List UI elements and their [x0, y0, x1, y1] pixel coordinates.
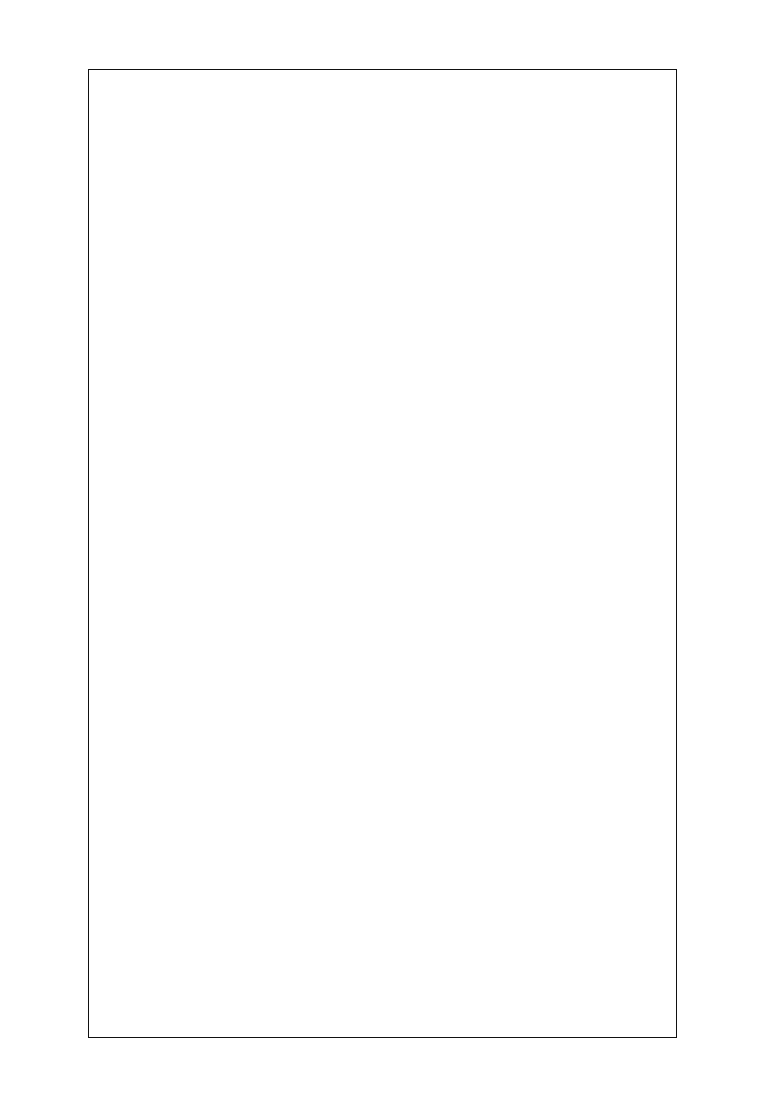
harness-table [88, 69, 677, 1038]
